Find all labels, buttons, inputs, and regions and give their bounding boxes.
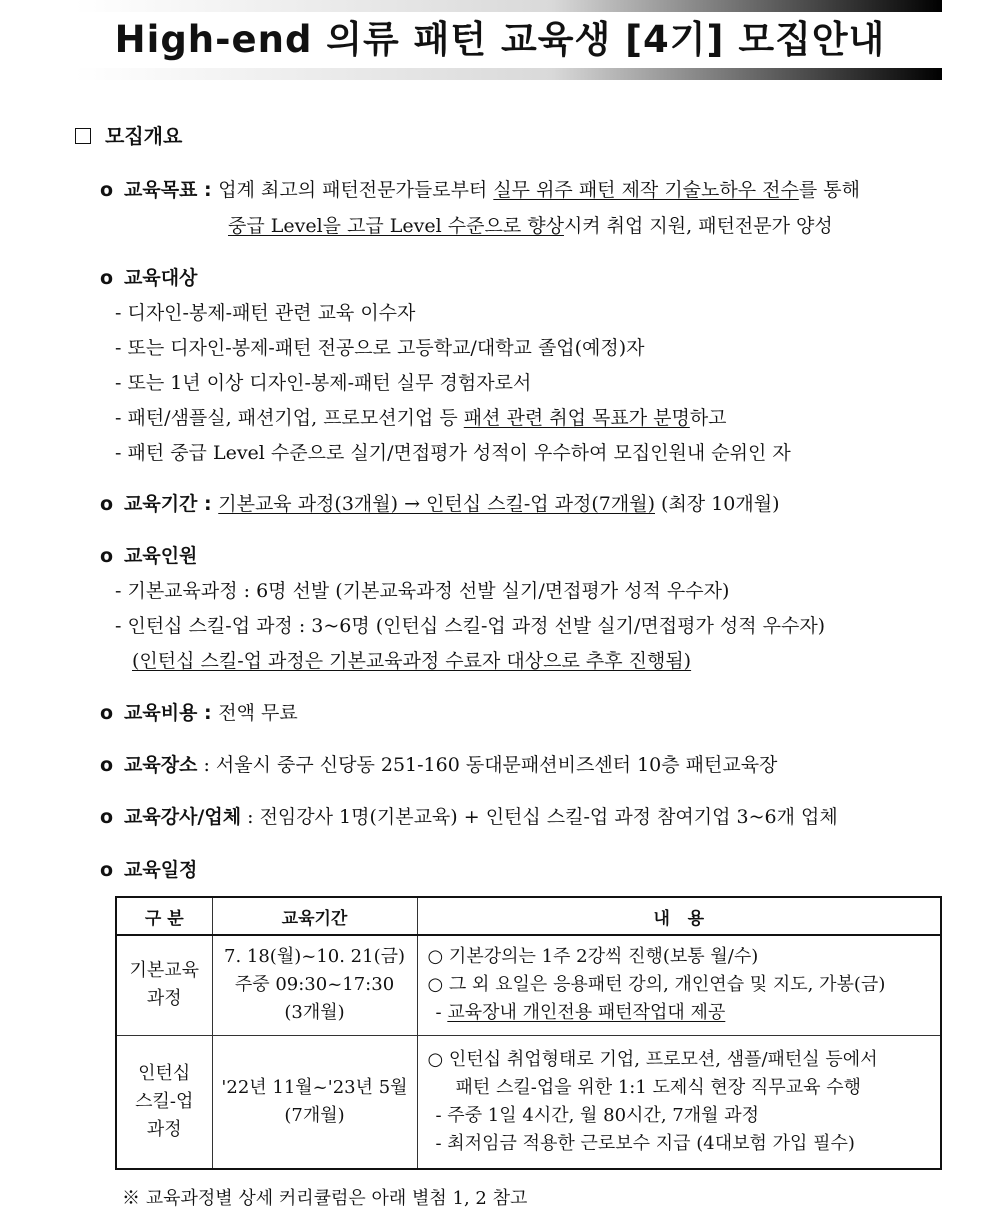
personnel-item: - 기본교육과정 : 6명 선발 (기본교육과정 선발 실기/면접평가 성적 우수자) xyxy=(115,580,730,602)
goal-row-2: 중급 Level을 고급 Level 수준으로 향상시켜 취업 지원, 패턴전문가 양성 xyxy=(228,215,833,237)
row-period: '22년 11월~'23년 5월 (7개월) xyxy=(212,1035,417,1169)
row-period: 7. 18(월)~10. 21(금) 주중 09:30~17:30 (3개월) xyxy=(212,935,417,1035)
footnote: ※ 교육과정별 상세 커리큘럼은 아래 별첨 1, 2 참고 xyxy=(122,1188,528,1209)
cost-row: o 교육비용 : 전액 무료 xyxy=(100,699,298,727)
table-row xyxy=(116,1035,941,1169)
schedule-heading: o 교육일정 xyxy=(100,856,197,884)
place-row: o 교육장소 : 서울시 중구 신당동 251-160 동대문패션비즈센터 10층 패턴교육장 xyxy=(100,751,777,779)
checkbox-square-icon xyxy=(75,128,91,144)
target-item: - 디자인-봉제-패턴 관련 교육 이수자 xyxy=(115,302,416,324)
row-category: 인턴십 스킬-업 과정 xyxy=(116,1035,212,1169)
column-header: 구 분 xyxy=(116,897,212,935)
circle-bullet-icon: o xyxy=(100,859,114,881)
circle-bullet-icon: o xyxy=(100,545,114,567)
table-row xyxy=(116,935,941,1035)
column-header: 내 용 xyxy=(417,897,941,935)
target-item: - 패턴 중급 Level 수준으로 실기/면접평가 성적이 우수하여 모집인원내 순위인 자 xyxy=(115,442,791,464)
circle-bullet-icon: o xyxy=(100,806,114,828)
goal-label: 교육목표 xyxy=(124,179,198,201)
title-bottom-bar xyxy=(75,68,942,80)
column-header: 교육기간 xyxy=(212,897,417,935)
row-content: ○ 기본강의는 1주 2강씩 진행(보통 월/수) ○ 그 외 요일은 응용패턴 강의, 개인연습 및 지도, 가봉(금) - 교육장내 개인전용 패턴작업대 제공 xyxy=(417,935,941,1035)
personnel-item: - 인턴십 스킬-업 과정 : 3~6명 (인턴십 스킬-업 과정 선발 실기/면접평가 성적 우수자) xyxy=(115,615,826,637)
circle-bullet-icon: o xyxy=(100,493,114,515)
table-header-row xyxy=(116,897,941,935)
title-top-bar xyxy=(75,0,942,12)
instructor-row: o 교육강사/업체 : 전임강사 1명(기본교육) + 인턴십 스킬-업 과정 참여기업 3~6개 업체 xyxy=(100,803,838,831)
row-category: 기본교육 과정 xyxy=(116,935,212,1035)
period-row: o 교육기간 : 기본교육 과정(3개월) → 인턴십 스킬-업 과정(7개월) (최장 10개월) xyxy=(100,490,780,518)
personnel-note: (인턴십 스킬-업 과정은 기본교육과정 수료자 대상으로 추후 진행됨) xyxy=(132,650,692,672)
circle-bullet-icon: o xyxy=(100,179,114,201)
page-title: High-end 의류 패턴 교육생 [4기] 모집안내 xyxy=(114,18,886,61)
personnel-heading: o 교육인원 xyxy=(100,542,197,570)
target-heading: o 교육대상 xyxy=(100,264,197,292)
circle-bullet-icon: o xyxy=(100,702,114,724)
schedule-table xyxy=(115,896,942,1170)
section-heading: 모집개요 xyxy=(75,122,182,150)
target-item: - 패턴/샘플실, 패션기업, 프로모션기업 등 패션 관련 취업 목표가 분명하고 xyxy=(115,407,727,429)
target-item: - 또는 디자인-봉제-패턴 전공으로 고등학교/대학교 졸업(예정)자 xyxy=(115,337,645,359)
row-content: ○ 인턴십 취업형태로 기업, 프로모션, 샘플/패턴실 등에서 패턴 스킬-업을 위한 1:1 도제식 현장 직무교육 수행 - 주중 1일 4시간, 월 80시간, 7개월 과정 - 최저임금 적용한 근로보수 지급 (4대보험 가입 필수) xyxy=(417,1035,941,1169)
circle-bullet-icon: o xyxy=(100,754,114,776)
circle-bullet-icon: o xyxy=(100,267,114,289)
goal-row: o 교육목표 : 업계 최고의 패턴전문가들로부터 실무 위주 패턴 제작 기술노하우 전수를 통해 xyxy=(100,176,860,204)
target-item: - 또는 1년 이상 디자인-봉제-패턴 실무 경험자로서 xyxy=(115,372,532,394)
